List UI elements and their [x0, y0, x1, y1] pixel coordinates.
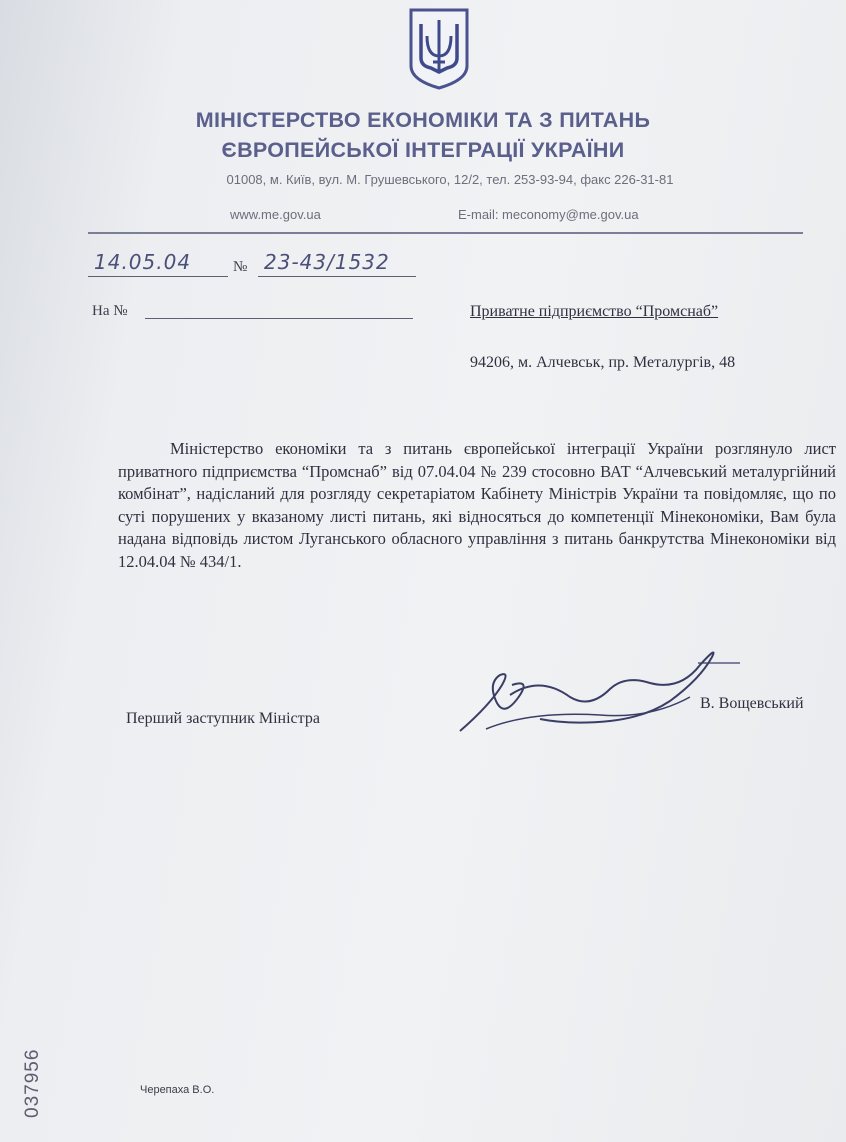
- handwritten-signature: [450, 635, 740, 745]
- executor-name: Черепаха В.О.: [140, 1084, 215, 1096]
- email-link[interactable]: E-mail: meconomy@me.gov.ua: [458, 207, 639, 222]
- website-link[interactable]: www.me.gov.ua: [230, 207, 321, 222]
- number-line: [258, 276, 416, 277]
- signer-position: Перший заступник Міністра: [126, 710, 320, 727]
- ministry-title-line-2: ЄВРОПЕЙСЬКОЇ ІНТЕГРАЦІЇ УКРАЇНИ: [221, 138, 625, 162]
- trident-emblem-icon: [405, 6, 473, 90]
- recipient-name: Приватне підприємство “Промснаб”: [470, 303, 719, 320]
- ministry-title-line-1: МІНІСТЕРСТВО ЕКОНОМІКИ ТА З ПИТАНЬ: [195, 108, 651, 132]
- reply-to-label: На №: [92, 303, 128, 319]
- outgoing-number: 23-43/1532: [264, 250, 390, 274]
- outgoing-date: 14.05.04: [94, 250, 192, 274]
- registration-number: 037956: [22, 1048, 43, 1118]
- recipient-address: 94206, м. Алчевськ, пр. Металургів, 48: [470, 354, 736, 371]
- body-paragraph: Міністерство економіки та з питань європейської інтеграції України розглянуло лист приватного підприємства “Промснаб” від 07.04.04 № 239 стосовно ВАТ “Алчевський металургійний комбінат”, надісланий для розгляду секретаріатом Кабінету Міністрів України та повідомляє, що по суті порушених у вказаному листі питань, які відносяться до компетенції Мінекономіки, Вам була надана відповідь листом Луганського обласного управління з питань банкрутства Мінекономіки від 12.04.04 № 434/1.: [118, 439, 836, 571]
- letter-body: [118, 438, 836, 574]
- header-divider: [88, 232, 803, 234]
- signer-name: В. Вощевський: [700, 695, 804, 712]
- ministry-address: 01008, м. Київ, вул. М. Грушевського, 12/2, тел. 253-93-94, факс 226-31-81: [226, 172, 674, 187]
- date-line: [88, 276, 228, 277]
- number-label: №: [233, 259, 248, 275]
- reply-to-line: [145, 318, 413, 319]
